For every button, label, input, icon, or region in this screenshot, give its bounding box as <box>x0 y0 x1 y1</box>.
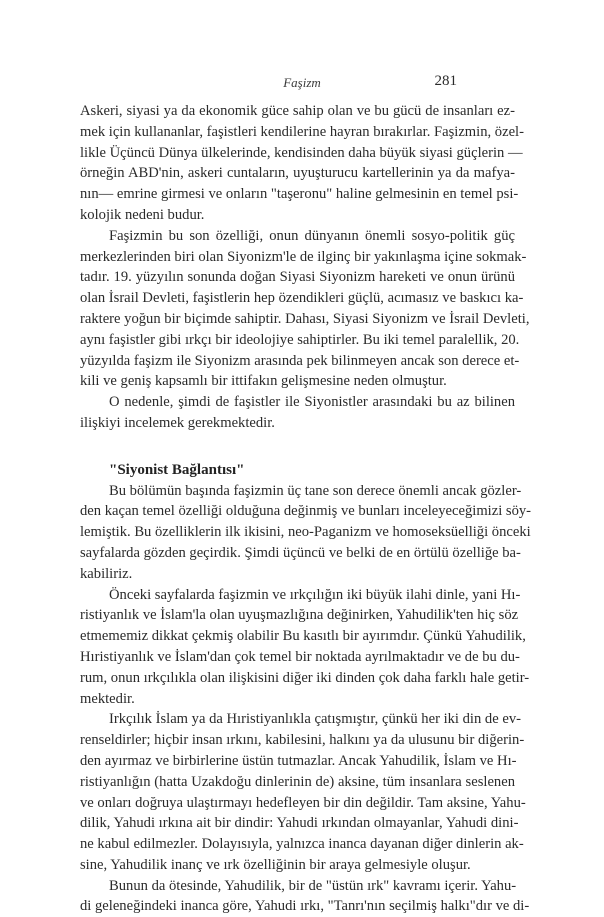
paragraph <box>80 101 524 226</box>
text-line: Hıristiyanlık ve İslam'dan çok temel bir noktada ayrılmaktadır ve de bu du- <box>80 648 520 665</box>
paragraph <box>80 876 530 917</box>
text-line: lemiştik. Bu özelliklerin ilk ikisini, neo-Paganizm ve homoseksüelliği önceki <box>80 524 531 541</box>
text-line: örneğin ABD'nin, askeri cuntaların, uyuşturucu kartellerinin ya da mafya- <box>80 165 515 182</box>
text-line: Askeri, siyasi ya da ekonomik güce sahip olan ve bu gücü de insanları ez- <box>80 103 515 119</box>
page-number: 281 <box>434 73 457 89</box>
text-line: yüzyılda faşizm ile Siyonizm arasında pek bilinmeyen ancak son derece et- <box>80 352 520 369</box>
paragraph <box>80 709 526 875</box>
text-line: kili ve geniş kapsamlı bir ittifakın gelişmesine neden olmuştur. <box>80 373 447 390</box>
running-title: Faşizm <box>283 75 321 90</box>
text-line: den kaçan temel özelliği olduğuna değinmiş ve bunları inceleyeceğimizi söy- <box>80 503 532 520</box>
text-line: merkezlerinden biri olan Siyonizm'le de ilginç bir yakınlaşma içine sokmak- <box>80 248 527 265</box>
text-line: di geleneğindeki inanca göre, Yahudi ırkı, "Tanrı'nın seçilmiş halkı"dır ve di- <box>80 898 530 915</box>
text-line: tadır. 19. yüzyılın sonunda doğan Siyasi Siyonizm hareketi ve onun ürünü <box>80 269 515 286</box>
text-line: Önceki sayfalarda faşizmin ve ırkçılığın iki büyük ilahi dinle, yani Hı- <box>109 586 521 603</box>
text-line: den ayırmaz ve birbirlerine üstün tutmazlar. Ancak Yahudilik, İslam ve Hı- <box>80 752 517 769</box>
text-line: dilik, Yahudi ırkına ait bir dindir: Yahudi ırkından olmayanlar, Yahudi dini- <box>80 815 519 832</box>
text-line: etmememiz dikkat çekmiş olabilir Bu kasıtlı bir ayırımdır. Çünkü Yahudilik, <box>80 628 526 645</box>
text-line: ristiyanlık ve İslam'la olan uyuşmazlığına değinirken, Yahudilik'ten hiç söz <box>80 607 519 624</box>
paragraph <box>80 392 515 434</box>
text-line: likle Üçüncü Dünya ülkelerinde, kendisinden daha büyük siyasi güçlerin — <box>80 144 523 161</box>
section-heading: "Siyonist Bağlantısı" <box>109 461 245 478</box>
paragraph <box>80 481 532 585</box>
text-line: O nedenle, şimdi de faşistler ile Siyonistler arasındaki bu az bilinen <box>109 394 515 411</box>
text-line: raktere yoğun bir biçimde sahiptir. Dahası, Siyasi Siyonizm ve İsrail Devleti, <box>80 310 530 327</box>
text-line: nın— emrine girmesi ve onların "taşeronu" haline gelmesinin en temel psi- <box>80 186 519 203</box>
text-line: kolojik nedeni budur. <box>80 206 205 223</box>
text-line: Bu bölümün başında faşizmin üç tane son derece önemli ancak gözler- <box>109 482 522 499</box>
text-line: renseldirler; hiçbir insan ırkını, kabilesini, halkını ya da ulusunu bir diğerin- <box>80 732 525 749</box>
text-line: kabiliriz. <box>80 565 133 582</box>
paragraph <box>80 585 530 710</box>
text-line: ilişkiyi incelemek gerekmektedir. <box>80 414 275 431</box>
text-line: sayfalarda gözden geçirdik. Şimdi üçüncü ve belki de en örtülü özelliğe ba- <box>80 544 521 561</box>
page-header <box>0 73 604 93</box>
text-line: Faşizmin bu son özelliği, onun dünyanın önemli sosyo-politik güç <box>109 227 515 244</box>
text-line: ne kabul edilmezler. Dolayısıyla, yalnızca inanca dayanan diğer dinlerin ak- <box>80 836 524 853</box>
section-paragraphs <box>80 481 532 917</box>
text-line: sine, Yahudilik inanç ve ırk özelliğinin bir araya gelmesiyle oluşur. <box>80 856 471 873</box>
text-line: rum, onun ırkçılıkla olan ilişkisini diğer iki dinden çok daha farklı hale getir- <box>80 669 530 686</box>
section-gap <box>80 434 515 460</box>
intro-paragraphs <box>80 101 530 434</box>
text-line: mek için kullananlar, faşistleri kendilerine hayran bırakırlar. Faşizmin, özel- <box>80 123 524 140</box>
text-line: Bunun da ötesinde, Yahudilik, bir de "üstün ırk" kavramı içerir. Yahu- <box>109 877 517 894</box>
text-line: ristiyanlığın (hatta Uzakdoğu dinlerinin de) aksine, tüm insanlara seslenen <box>80 773 515 790</box>
text-line: mektedir. <box>80 690 135 707</box>
text-line: Irkçılık İslam ya da Hıristiyanlıkla çatışmıştır, çünkü her iki din de ev- <box>109 711 521 728</box>
text-line: olan İsrail Devleti, faşistlerin hep özendikleri güçlü, acımasız ve baskıcı ka- <box>80 290 524 307</box>
text-line: ve onları doğruya ulaştırmayı hedefleyen bir din değildir. Tam aksine, Yahu- <box>80 794 526 811</box>
paragraph <box>80 226 530 392</box>
text-line: aynı faşistler gibi ırkçı bir ideolojiye sahiptirler. Bu iki temel paralellik, 20. <box>80 331 520 348</box>
body-text <box>80 101 532 917</box>
